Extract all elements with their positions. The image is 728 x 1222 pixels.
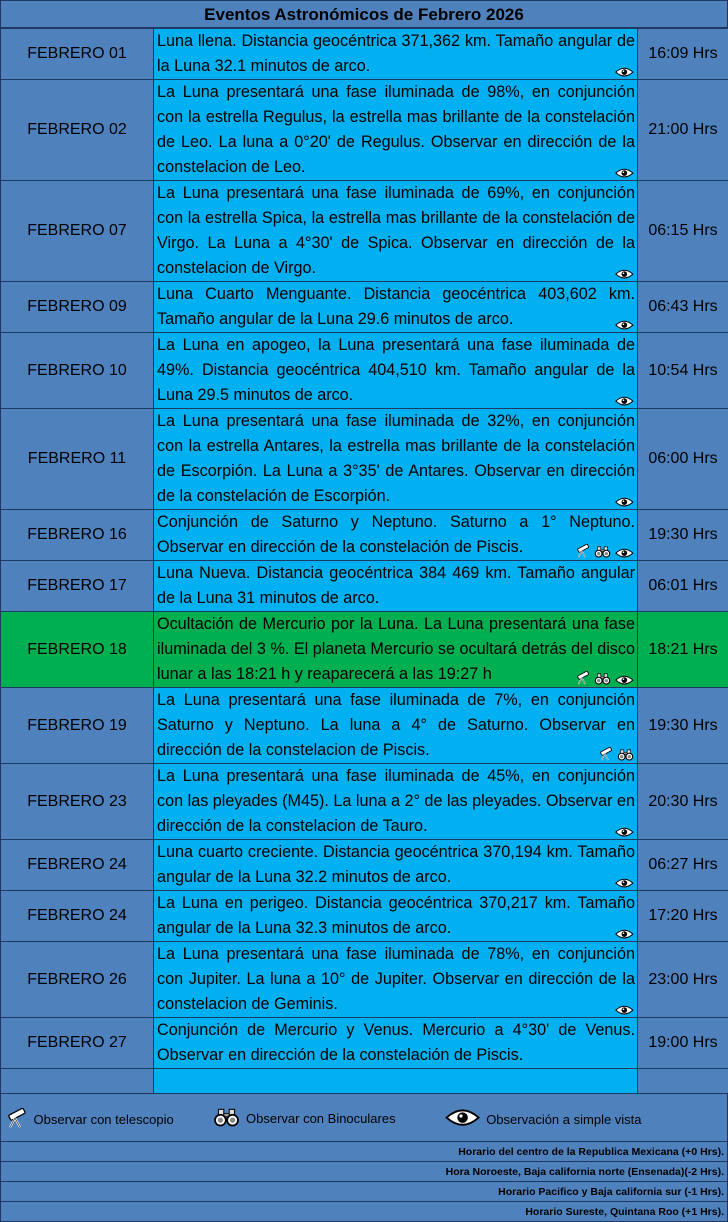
eye-icon [615, 1005, 634, 1015]
event-row [1, 688, 728, 764]
eye-icon [615, 320, 634, 330]
event-time: 06:43 Hrs [638, 282, 728, 333]
event-date: FEBRERO 24 [1, 891, 154, 942]
event-description-cell [154, 891, 638, 942]
event-description-cell [154, 1018, 638, 1069]
observation-icons [615, 999, 634, 1015]
event-row [1, 1069, 728, 1094]
event-description: Luna llena. Distancia geocéntrica 371,362 km. Tamaño angular de la Luna 32.1 minutos de arco. [157, 29, 635, 79]
event-date: FEBRERO 17 [1, 561, 154, 612]
event-description: Ocultación de Mercurio por la Luna. La Luna presentará una fase iluminada del 3 %. El planeta Mercurio se ocultará detrás del disco lunar a las 18:21 h y reaparecerá a las 19:27 h [157, 612, 635, 687]
event-time: 19:30 Hrs [638, 688, 728, 764]
eye-icon [615, 67, 634, 77]
observation-icons [615, 390, 634, 406]
event-time: 06:27 Hrs [638, 840, 728, 891]
event-date: FEBRERO 18 [1, 612, 154, 688]
event-date: FEBRERO 16 [1, 510, 154, 561]
observation-icons [615, 821, 634, 837]
event-date: FEBRERO 27 [1, 1018, 154, 1069]
legend-eye [445, 1108, 642, 1130]
event-time: 06:00 Hrs [638, 409, 728, 510]
event-description-cell [154, 29, 638, 80]
event-row [1, 1018, 728, 1069]
legend-binoculars [213, 1108, 396, 1130]
telescope-icon [575, 544, 590, 558]
event-date: FEBRERO 10 [1, 333, 154, 409]
event-row [1, 29, 728, 80]
binoculars-icon [617, 749, 634, 761]
event-time: 23:00 Hrs [638, 942, 728, 1018]
event-row [1, 80, 728, 181]
event-description-cell [154, 333, 638, 409]
event-row [1, 840, 728, 891]
eye-icon [615, 497, 634, 507]
observation-icons [615, 314, 634, 330]
telescope-icon [575, 671, 590, 685]
event-description-cell [154, 181, 638, 282]
event-time: 17:20 Hrs [638, 891, 728, 942]
eye-icon [615, 269, 634, 279]
observation-icons [615, 872, 634, 888]
eye-icon [445, 1108, 480, 1130]
event-time [638, 1069, 728, 1094]
event-description-cell [154, 942, 638, 1018]
event-description-cell [154, 282, 638, 333]
event-description: La Luna en apogeo, la Luna presentará una fase iluminada de 49%. Distancia geocéntrica 404,510 km. Tamaño angular de la Luna 29.5 minutos de arco. [157, 333, 635, 408]
event-time: 19:30 Hrs [638, 510, 728, 561]
event-time: 06:15 Hrs [638, 181, 728, 282]
event-description-cell [154, 510, 638, 561]
event-description-cell [154, 1069, 638, 1094]
event-description: Conjunción de Saturno y Neptuno. Saturno a 1° Neptuno. Observar en dirección de la constelación de Piscis. [157, 510, 635, 560]
event-date: FEBRERO 01 [1, 29, 154, 80]
event-description-cell [154, 688, 638, 764]
telescope-icon [5, 1108, 28, 1131]
events-table [0, 28, 728, 1094]
event-date [1, 1069, 154, 1094]
event-description: Luna Nueva. Distancia geocéntrica 384 469 km. Tamaño angular de la Luna 31 minutos de arco. [157, 561, 635, 611]
observation-icons [615, 61, 634, 77]
event-description: La Luna presentará una fase iluminada de 98%, en conjunción con la estrella Regulus, la estrella mas brillante de la constelación de Leo. La luna a 0°20' de Regulus. Observar en dirección de la constelacion de Leo. [157, 80, 635, 180]
observation-icons [615, 491, 634, 507]
event-description: La Luna en perigeo. Distancia geocéntrica 370,217 km. Tamaño angular de la Luna 32.3 minutos de arco. [157, 891, 635, 941]
eye-icon [615, 396, 634, 406]
timezone-note: Horario del centro de la Republica Mexicana (+0 Hrs). [0, 1142, 728, 1162]
event-description: La Luna presentará una fase iluminada de 45%, en conjunción con las pleyades (M45). La luna a 2° de las pleyades. Observar en dirección de la constelacion de Tauro. [157, 764, 635, 839]
event-description: La Luna presentará una fase iluminada de 78%, en conjunción con Jupiter. La luna a 10° de Jupiter. Observar en dirección de la constelacion de Geminis. [157, 942, 635, 1017]
event-time: 18:21 Hrs [638, 612, 728, 688]
event-time: 16:09 Hrs [638, 29, 728, 80]
eye-icon [615, 168, 634, 178]
event-time: 21:00 Hrs [638, 80, 728, 181]
event-description: Conjunción de Mercurio y Venus. Mercurio a 4°30' de Venus. Observar en dirección de la constelación de Piscis. [157, 1018, 635, 1068]
legend-eye-label: Observación a simple vista [486, 1112, 641, 1127]
timezone-note: Horario Pacifico y Baja california sur (-1 Hrs). [0, 1182, 728, 1202]
eye-icon [615, 675, 634, 685]
legend-telescope-label: Observar con telescopio [34, 1112, 174, 1127]
event-description: La Luna presentará una fase iluminada de 7%, en conjunción Saturno y Neptuno. La luna a 4° de Saturno. Observar en dirección de la constelacion de Piscis. [157, 688, 635, 763]
event-date: FEBRERO 26 [1, 942, 154, 1018]
event-row [1, 561, 728, 612]
binoculars-icon [213, 1108, 240, 1130]
event-description: La Luna presentará una fase iluminada de 32%, en conjunción con la estrella Antares, la estrella mas brillante de la constelación de Escorpión. La Luna a 3°35' de Antares. Observar en dirección de la constelación de Escorpión. [157, 409, 635, 509]
event-description: La Luna presentará una fase iluminada de 69%, en conjunción con la estrella Spica, la estrella mas brillante de la constelación de Virgo. La Luna a 4°30' de Spica. Observar en dirección de la constelacion de Virgo. [157, 181, 635, 281]
legend [0, 1094, 728, 1142]
page-title: Eventos Astronómicos de Febrero 2026 [0, 0, 728, 28]
timezone-note: Horario Sureste, Quintana Roo (+1 Hrs). [0, 1202, 728, 1222]
binoculars-icon [594, 673, 611, 685]
event-date: FEBRERO 02 [1, 80, 154, 181]
event-description-cell [154, 612, 638, 688]
eye-icon [615, 827, 634, 837]
observation-icons [615, 923, 634, 939]
timezone-note: Hora Noroeste, Baja california norte (Ensenada)(-2 Hrs). [0, 1162, 728, 1182]
observation-icons [615, 162, 634, 178]
timezone-notes [0, 1142, 728, 1222]
event-time: 10:54 Hrs [638, 333, 728, 409]
event-description-cell [154, 764, 638, 840]
event-row [1, 409, 728, 510]
event-date: FEBRERO 19 [1, 688, 154, 764]
eye-icon [615, 548, 634, 558]
legend-telescope [5, 1108, 174, 1131]
event-description: Luna Cuarto Menguante. Distancia geocéntrica 403,602 km. Tamaño angular de la Luna 29.6 minutos de arco. [157, 282, 635, 332]
event-date: FEBRERO 11 [1, 409, 154, 510]
event-description-cell [154, 80, 638, 181]
event-time: 20:30 Hrs [638, 764, 728, 840]
event-row [1, 181, 728, 282]
observation-icons [598, 745, 634, 761]
eye-icon [615, 929, 634, 939]
event-row [1, 510, 728, 561]
event-row [1, 612, 728, 688]
event-time: 06:01 Hrs [638, 561, 728, 612]
event-date: FEBRERO 07 [1, 181, 154, 282]
observation-icons [615, 263, 634, 279]
observation-icons [575, 669, 634, 685]
event-row [1, 891, 728, 942]
legend-binoculars-label: Observar con Binoculares [246, 1111, 396, 1126]
event-time: 19:00 Hrs [638, 1018, 728, 1069]
event-row [1, 942, 728, 1018]
event-date: FEBRERO 09 [1, 282, 154, 333]
event-row [1, 333, 728, 409]
event-description-cell [154, 409, 638, 510]
event-date: FEBRERO 24 [1, 840, 154, 891]
event-description-cell [154, 840, 638, 891]
event-date: FEBRERO 23 [1, 764, 154, 840]
event-row [1, 764, 728, 840]
event-description-cell [154, 561, 638, 612]
event-description: Luna cuarto creciente. Distancia geocéntrica 370,194 km. Tamaño angular de la Luna 32.2 minutos de arco. [157, 840, 635, 890]
observation-icons [575, 542, 634, 558]
binoculars-icon [594, 546, 611, 558]
eye-icon [615, 878, 634, 888]
telescope-icon [598, 747, 613, 761]
event-row [1, 282, 728, 333]
